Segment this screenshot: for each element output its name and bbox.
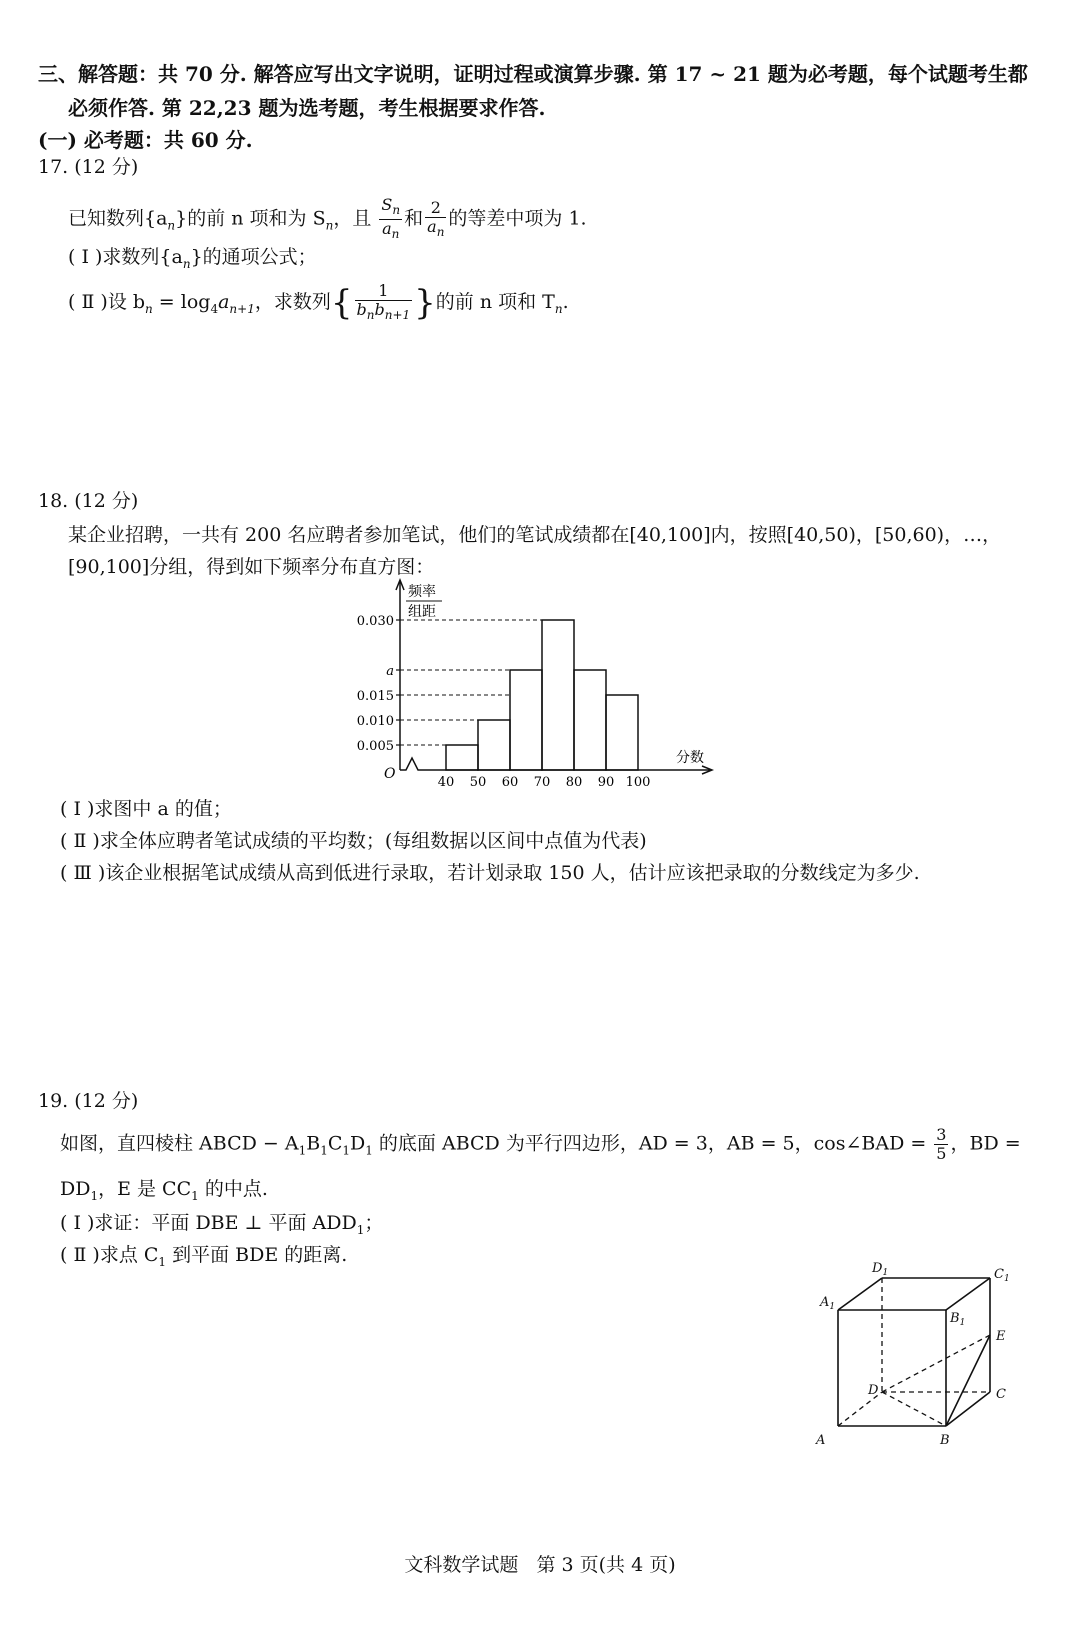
q18-stem-line2: [90,100]分组，得到如下频率分布直方图： <box>68 556 435 578</box>
q19-part1: ( Ⅰ )求证：平面 DBE ⊥ 平面 $ADD_1$； <box>60 1212 384 1237</box>
q19-header: 19. (12 分) <box>38 1090 139 1112</box>
label-d1: $D_1$ <box>872 1261 889 1278</box>
x-tick-label: 40 <box>437 775 455 790</box>
section-instructions-line1: 三、解答题：共 70 分. 解答应写出文字说明，证明过程或演算步骤. 第 17 ~ 21 题为必考题，每个试题考生都 <box>38 62 1028 86</box>
edge-a1d1 <box>838 1278 882 1310</box>
section-instructions-line2: 必须作答. 第 22,23 题为选考题，考生根据要求作答. <box>68 96 546 120</box>
q19-stem-line1: 如图，直四棱柱 ABCD − $A_1B_1C_1D_1$ 的底面 ABCD 为平行四边形，AD = 3，AB = 5，cos∠BAD = $\frac{3}{5}$ ，BD = <box>60 1125 1021 1163</box>
label-c1: $C_1$ <box>994 1267 1010 1284</box>
label-a1: $A_1$ <box>820 1295 836 1312</box>
q17-part2: ( Ⅱ )设 $b_n = \log_4a_{n+1}$，求数列{ $\frac{1}{b_nb_{n+1}}$ }的前 n 项和 $T_n$. <box>68 281 569 324</box>
y-tick-label: 0.005 <box>356 739 394 754</box>
x-tick-label: 70 <box>533 775 551 790</box>
q17-part1: ( Ⅰ )求数列$\{a_n\}$的通项公式； <box>68 246 317 271</box>
label-e: E <box>996 1329 1006 1344</box>
x-tick-label: 100 <box>625 775 651 790</box>
q18-header: 18. (12 分) <box>38 490 139 512</box>
segment-db-hidden <box>882 1392 946 1426</box>
histogram-bar <box>606 695 638 770</box>
q18-stem-line1: 某企业招聘，一共有 200 名应聘者参加笔试，他们的笔试成绩都在[40,100]内，按照[40,50)，[50,60)，…， <box>68 524 1002 546</box>
label-b1: $B_1$ <box>950 1311 966 1328</box>
y-tick-label: a <box>386 664 394 679</box>
y-tick-label: 0.015 <box>356 689 394 704</box>
q17-fraction-2-over-an: $\frac{2}{a_n}$ <box>427 197 445 239</box>
q17-header: 17. (12 分) <box>38 156 139 178</box>
y-tick-label: 0.010 <box>356 714 394 729</box>
q17-fraction-reciprocal: $\frac{1}{b_nb_{n+1}}$ <box>356 281 411 323</box>
frequency-histogram <box>350 574 750 790</box>
x-tick-label: 60 <box>501 775 519 790</box>
x-tick-label: 80 <box>565 775 583 790</box>
label-d: D <box>868 1383 879 1398</box>
section-required-label: (一) 必考题：共 60 分. <box>38 128 253 152</box>
y-axis-label-bottom: 组距 <box>408 604 436 620</box>
y-tick-label: 0.030 <box>356 614 394 629</box>
origin-label: O <box>384 766 396 782</box>
histogram-bar <box>542 620 574 770</box>
histogram-bar <box>478 720 510 770</box>
page-footer: 文科数学试题 第 3 页(共 4 页) <box>404 1554 676 1576</box>
q18-part1: ( Ⅰ )求图中 a 的值； <box>60 798 232 820</box>
histogram-bar <box>446 745 478 770</box>
edge-b1c1 <box>946 1278 990 1310</box>
histogram-bar <box>574 670 606 770</box>
prism-figure <box>810 1258 1040 1448</box>
q19-part2: ( Ⅱ )求点 $C_1$ 到平面 BDE 的距离. <box>60 1244 348 1269</box>
segment-de-hidden <box>882 1335 990 1392</box>
x-axis-label: 分数 <box>676 750 704 766</box>
histogram-bar <box>510 670 542 770</box>
label-c: C <box>996 1387 1006 1402</box>
segment-be <box>946 1335 990 1426</box>
q19-stem-line2: $DD_1$，E 是 $CC_1$ 的中点. <box>60 1178 268 1203</box>
x-tick-label: 50 <box>469 775 487 790</box>
q18-part2: ( Ⅱ )求全体应聘者笔试成绩的平均数；(每组数据以区间中点值为代表) <box>60 830 647 852</box>
x-tick-label: 90 <box>597 775 615 790</box>
edge-bc <box>946 1392 990 1426</box>
q19-fraction-3-over-5: $\frac{3}{5}$ <box>936 1125 947 1163</box>
y-axis-label-top: 频率 <box>408 584 436 600</box>
q17-fraction-sn-over-an: $\frac{S_n}{a_n}$ <box>381 195 401 242</box>
q17-stem: 已知数列$\{a_n\}$的前 n 项和为 $S_n$，且 $\frac{S_n}{a_n}$ 和 $\frac{2}{a_n}$ 的等差中项为 1. <box>68 195 587 242</box>
label-b: B <box>940 1433 950 1448</box>
label-a: A <box>816 1433 826 1448</box>
q18-part3: ( Ⅲ )该企业根据笔试成绩从高到低进行录取，若计划录取 150 人，估计应该把录取的分数线定为多少. <box>60 862 920 884</box>
